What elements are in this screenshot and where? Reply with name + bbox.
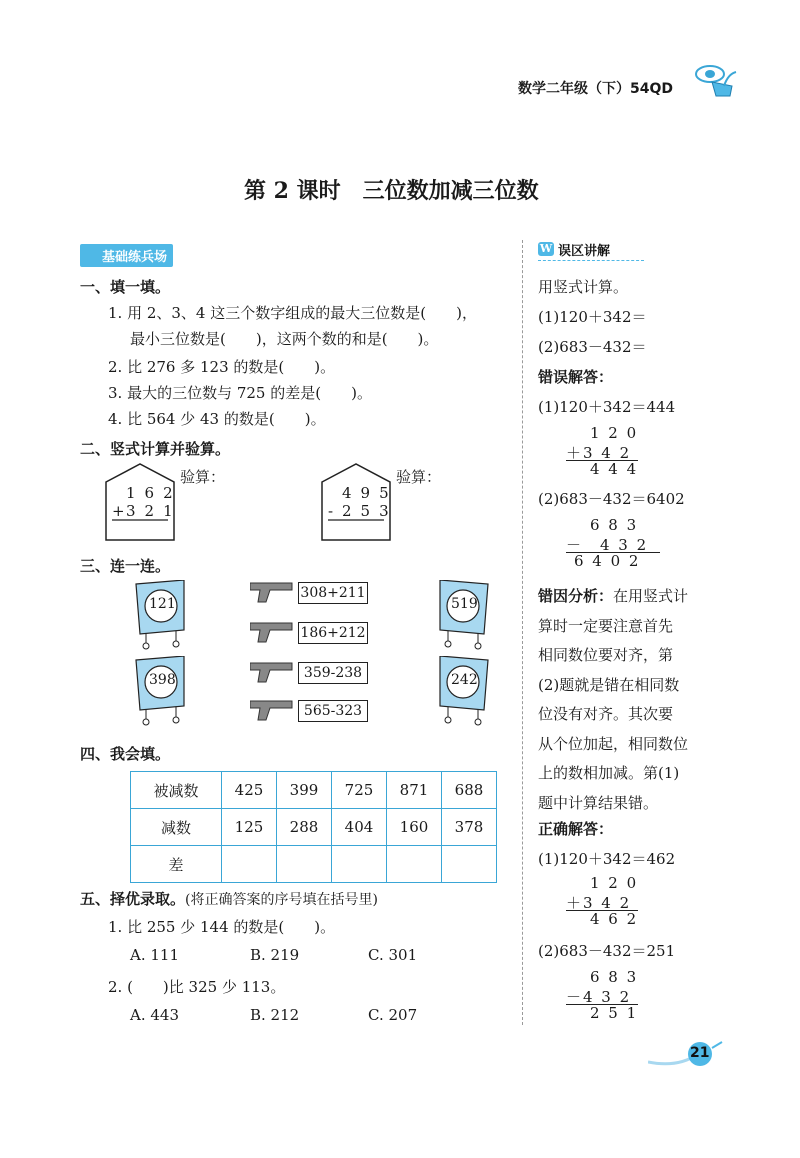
pistol-icon [250, 620, 294, 648]
error-analysis: 错因分析：在用竖式计 算时一定要注意首先 相同数位要对齐，第 (2)题就是错在相同数 位没有对齐。其次要 从个位加起，相同数位 上的数相加减。第(1) 题中计算结果错。 [538, 587, 689, 812]
right-answer-title: 正确解答： [538, 820, 614, 838]
s1-q1: 1. 用 2、3、4 这三个数字组成的最大三位数是( )， [108, 304, 477, 322]
section-2-title: 二、竖式计算并验算。 [80, 440, 231, 458]
section-5-title: 五、择优录取。 [80, 890, 186, 908]
column-divider [522, 240, 523, 1025]
expression-box-2[interactable]: 186+212 [298, 622, 368, 644]
expression-box-3[interactable]: 359-238 [298, 662, 368, 684]
house-calc-1: 162 + 321 [104, 462, 176, 542]
section-5-heading [80, 888, 378, 909]
number-board-4[interactable]: 242 [436, 656, 492, 726]
s5-q1-option-c[interactable]: C. 301 [368, 946, 418, 964]
s1-q4: 4. 比 564 少 43 的数是( )。 [108, 410, 326, 428]
side-p2: (2)683－432＝ [538, 338, 647, 356]
expression-box-1[interactable]: 308+211 [298, 582, 368, 604]
pistol-icon [250, 580, 294, 608]
pistol-icon [250, 698, 294, 726]
section-1-title: 一、填一填。 [80, 278, 171, 296]
right-1: (1)120＋342＝462 [538, 850, 676, 868]
right-2: (2)683－432＝251 [538, 942, 676, 960]
book-title: 数学二年级（下）54QD [518, 81, 674, 97]
number-board-1[interactable]: 121 [132, 580, 188, 650]
section-4-title: 四、我会填。 [80, 745, 171, 763]
side-intro: 用竖式计算。 [538, 278, 629, 296]
check-label-1: 验算： [180, 468, 226, 486]
table-row: 被减数 425 399 725 871 688 [131, 772, 497, 809]
wrong-2: (2)683－432＝6402 [538, 490, 685, 508]
check-label-2: 验算： [396, 468, 442, 486]
number-board-3[interactable]: 519 [436, 580, 492, 650]
subtraction-table [130, 771, 497, 883]
s5-q2-option-b[interactable]: B. 212 [250, 1006, 300, 1024]
s1-q1b: 最小三位数是( )，这两个数的和是( )。 [130, 330, 439, 348]
s5-q1-option-a[interactable]: A. 111 [130, 946, 179, 964]
s5-q1: 1. 比 255 少 144 的数是( )。 [108, 918, 336, 936]
house-calc-2: 495 - 253 [320, 462, 392, 542]
s1-q2: 2. 比 276 多 123 的数是( )。 [108, 358, 336, 376]
section-banner: 基础练兵场 [80, 244, 173, 267]
s1-q3: 3. 最大的三位数与 725 的差是( )。 [108, 384, 372, 402]
plant-logo-icon [686, 56, 738, 106]
number-board-2[interactable]: 398 [132, 656, 188, 726]
side-p1: (1)120＋342＝ [538, 308, 647, 326]
s5-q2-option-a[interactable]: A. 443 [130, 1006, 179, 1024]
w-icon: W [539, 242, 553, 255]
section-3-title: 三、连一连。 [80, 557, 171, 575]
wrong-1: (1)120＋342＝444 [538, 398, 676, 416]
page-title: 第 2 课时 三位数加减三位数 [244, 178, 539, 204]
pistol-icon [250, 660, 294, 688]
wrong-answer-title: 错误解答： [538, 368, 614, 386]
table-row: 差 [131, 846, 497, 883]
s5-q2-option-c[interactable]: C. 207 [368, 1006, 418, 1024]
s5-q2: 2. ( )比 325 少 113。 [108, 978, 286, 996]
expression-box-4[interactable]: 565-323 [298, 700, 368, 722]
table-row: 减数 125 288 404 160 378 [131, 809, 497, 846]
section-5-note: (将正确答案的序号填在括号里) [185, 892, 378, 908]
s5-q1-option-b[interactable]: B. 219 [250, 946, 300, 964]
